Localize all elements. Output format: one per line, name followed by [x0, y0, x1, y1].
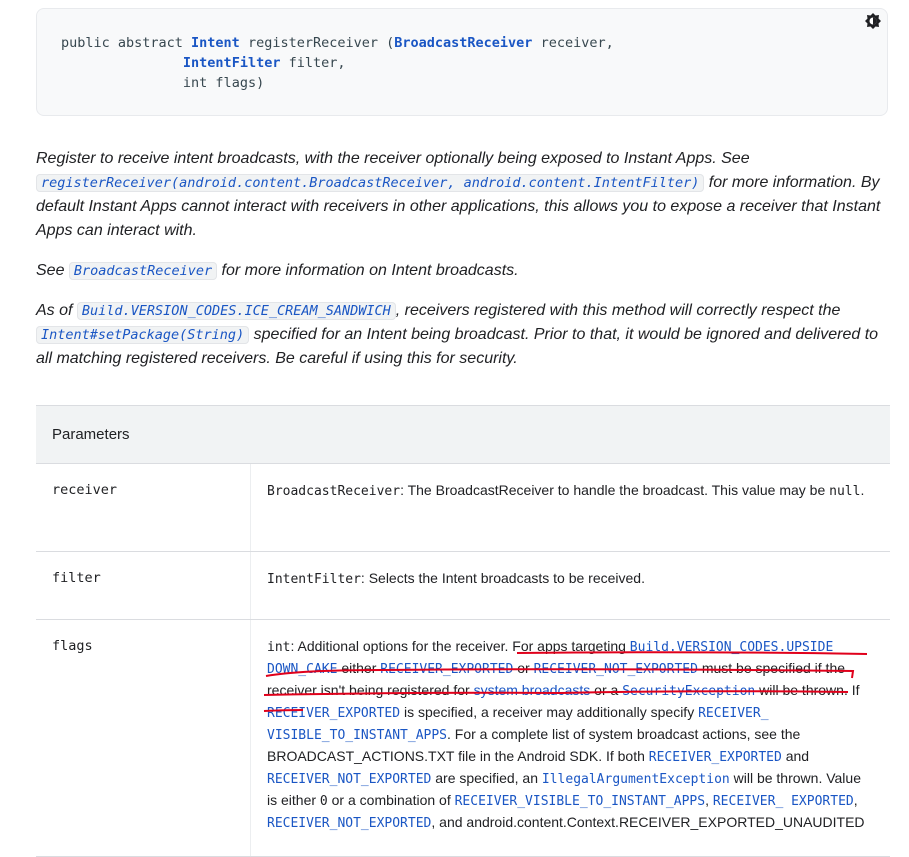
- method-name: registerReceiver (: [239, 35, 395, 51]
- table-row: [36, 464, 890, 552]
- set-package-link[interactable]: Intent#setPackage(String): [36, 326, 249, 344]
- method-description: [36, 147, 886, 387]
- table-row: [36, 620, 890, 857]
- text: for more information. By default Instant Apps cannot interact with receivers in other applications, this allows you to expose a receiver that Instant Apps can interact with.: [36, 174, 881, 239]
- text: must be specified if the receiver isn't being registered for: [267, 660, 846, 698]
- illegal-argument-exception-link[interactable]: IllegalArgumentException: [541, 772, 730, 787]
- text: : Additional options for the receiver. For apps targeting: [290, 638, 630, 654]
- text: either: [337, 660, 381, 676]
- receiver-exported-link[interactable]: RECEIVER_ EXPORTED: [712, 794, 854, 809]
- receiver-exported-link[interactable]: RECEIVER_EXPORTED: [380, 662, 514, 677]
- text: or: [513, 660, 534, 676]
- type: IntentFilter: [267, 572, 361, 587]
- param-name: filter: [36, 552, 251, 620]
- receiver-visible-link[interactable]: RECEIVER_VISIBLE_TO_INSTANT_APPS: [454, 794, 706, 809]
- table-row: [36, 552, 890, 620]
- method-signature-box: [36, 8, 888, 116]
- type: BroadcastReceiver: [267, 484, 401, 499]
- parameters-header: Parameters: [36, 406, 890, 464]
- broadcast-receiver-link[interactable]: BroadcastReceiver: [69, 262, 217, 280]
- brightness-icon[interactable]: [865, 13, 881, 29]
- text: ,: [853, 792, 858, 808]
- text: .: [860, 482, 865, 498]
- receiver-not-exported-link[interactable]: RECEIVER_NOT_EXPORTED: [267, 816, 432, 831]
- text: will be thrown. If: [755, 682, 860, 698]
- text: or a combination of: [327, 792, 455, 808]
- description-paragraph: [36, 299, 886, 371]
- param-description: [251, 552, 891, 620]
- text: See: [36, 262, 69, 279]
- text: Register to receive intent broadcasts, with the receiver optionally being exposed to Instant Apps. See: [36, 150, 750, 167]
- text: . For a complete list of system broadcast actions, see the BROADCAST_ACTIONS.TXT file in the Android SDK. If both: [267, 726, 801, 764]
- text: As of: [36, 302, 77, 319]
- text: or a: [590, 682, 623, 698]
- text: specified for an Intent being broadcast. Prior to that, it would be ignored and delivered to all matching registered receivers. Be careful if using this for security.: [36, 326, 879, 367]
- parameters-table: [36, 405, 890, 857]
- upside-down-cake-link[interactable]: Build.VERSION_CODES.UPSIDE_ DOWN_CAKE: [267, 640, 842, 677]
- return-type-link[interactable]: Intent: [191, 35, 240, 51]
- text: : Selects the Intent broadcasts to be received.: [360, 570, 645, 586]
- receiver-exported-link[interactable]: RECEIVER_EXPORTED: [267, 706, 401, 721]
- description-paragraph: [36, 147, 886, 243]
- text: is specified, a receiver may additionally specify: [400, 704, 699, 720]
- null-code: null: [829, 484, 861, 499]
- param-type-link[interactable]: BroadcastReceiver: [394, 35, 533, 51]
- receiver-visible-link[interactable]: RECEIVER_ VISIBLE_TO_INSTANT_APPS: [267, 706, 769, 743]
- security-exception-link[interactable]: SecurityException: [622, 684, 756, 699]
- text: will be thrown. Value is either: [267, 770, 861, 808]
- receiver-not-exported-link[interactable]: RECEIVER_NOT_EXPORTED: [533, 662, 698, 677]
- param-name: receiver: [36, 464, 251, 552]
- code-text: public abstract: [61, 35, 192, 51]
- text: ,: [705, 792, 713, 808]
- text: , and android.content.Context.RECEIVER_EXPORTED_UNAUDITED: [431, 814, 865, 830]
- param-description: [251, 464, 891, 552]
- text: for more information on Intent broadcasts.: [217, 262, 519, 279]
- ice-cream-sandwich-link[interactable]: Build.VERSION_CODES.ICE_CREAM_SANDWICH: [77, 302, 396, 320]
- register-receiver-link[interactable]: registerReceiver(android.content.BroadcastReceiver, android.content.IntentFilter): [36, 174, 704, 192]
- param-type-link[interactable]: IntentFilter: [182, 55, 281, 71]
- code-text: filter,: [280, 55, 346, 71]
- code-text: receiver,: [532, 35, 614, 51]
- param-name: flags: [36, 620, 251, 857]
- receiver-not-exported-link[interactable]: RECEIVER_NOT_EXPORTED: [267, 772, 432, 787]
- method-signature: [61, 33, 614, 93]
- text: , receivers registered with this method will correctly respect the: [395, 302, 841, 319]
- receiver-exported-link[interactable]: RECEIVER_EXPORTED: [648, 750, 782, 765]
- zero-code: 0: [319, 794, 328, 809]
- text: and: [781, 748, 810, 764]
- type: int: [267, 640, 291, 655]
- description-paragraph: [36, 259, 886, 283]
- system-broadcasts-link[interactable]: system broadcasts: [473, 682, 591, 698]
- param-description: [251, 620, 891, 857]
- text: : The BroadcastReceiver to handle the broadcast. This value may be: [400, 482, 830, 498]
- code-text: int flags): [182, 75, 265, 91]
- text: are specified, an: [431, 770, 542, 786]
